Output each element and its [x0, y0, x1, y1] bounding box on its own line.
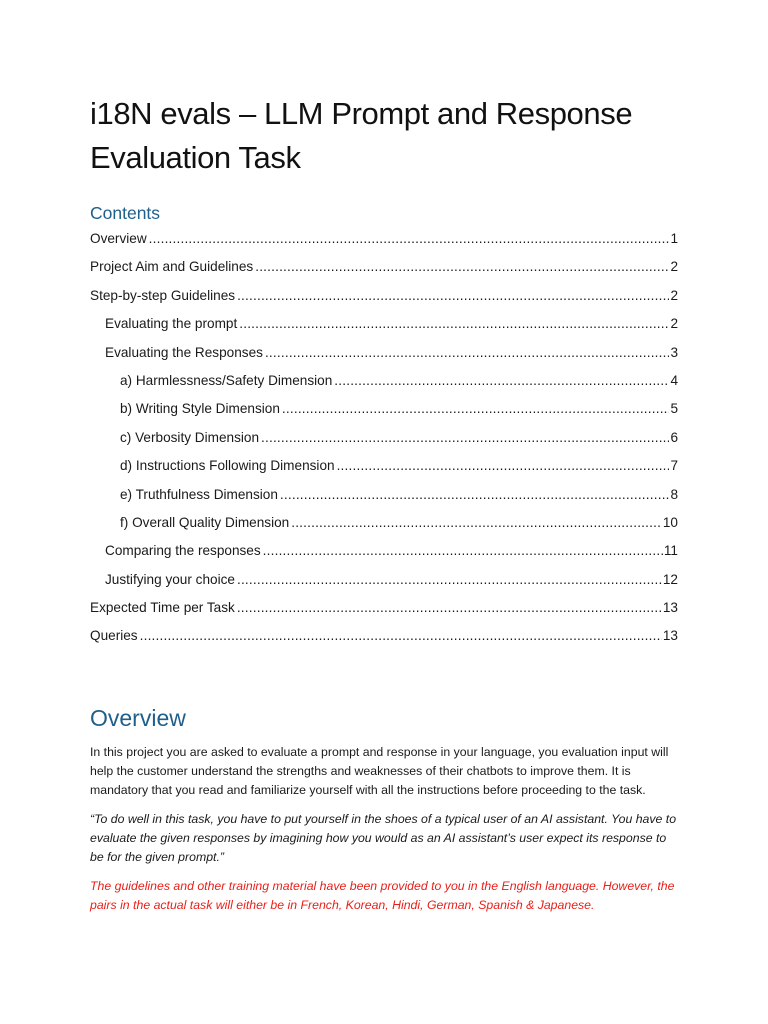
- toc-dot-leader: [334, 367, 669, 395]
- document-title-line1: i18N evals – LLM Prompt and Response: [90, 96, 633, 131]
- toc-entry[interactable]: [90, 622, 678, 650]
- toc-dot-leader: [265, 339, 669, 367]
- toc-entry-label: Project Aim and Guidelines: [90, 259, 254, 275]
- contents-heading: Contents: [90, 203, 161, 223]
- toc-entry-page-number: 5: [670, 401, 678, 417]
- toc-dot-leader: [149, 225, 670, 253]
- toc-entry-label: Justifying your choice: [105, 571, 235, 587]
- table-of-contents: [90, 225, 678, 651]
- toc-dot-leader: [255, 253, 669, 281]
- toc-dot-leader: [291, 509, 662, 537]
- toc-dot-leader: [261, 424, 669, 452]
- toc-entry-page-number: 6: [670, 429, 678, 445]
- toc-entry-label: Step-by-step Guidelines: [90, 287, 236, 303]
- toc-entry[interactable]: [90, 225, 678, 253]
- toc-entry[interactable]: [90, 310, 678, 338]
- toc-entry-page-number: 2: [670, 259, 678, 275]
- toc-entry-label: d) Instructions Following Dimension: [120, 458, 335, 474]
- toc-dot-leader: [140, 622, 662, 650]
- overview-language-note: The guidelines and other training material have been provided to you in the English language. However, the pairs in the actual task will either be in French, Korean, Hindi, German, Spanish & Japanese.: [90, 878, 675, 912]
- toc-entry-label: Overview: [90, 231, 147, 246]
- toc-dot-leader: [280, 481, 670, 509]
- toc-entry-label: c) Verbosity Dimension: [120, 429, 260, 445]
- toc-entry-label: Expected Time per Task: [90, 600, 235, 616]
- document-title: [90, 92, 678, 180]
- toc-dot-leader: [237, 282, 669, 310]
- toc-entry-label: Queries: [90, 628, 138, 644]
- document-title-line2: Evaluation Task: [90, 140, 301, 175]
- toc-entry[interactable]: [90, 367, 678, 395]
- toc-entry-page-number: 1: [670, 231, 678, 246]
- toc-entry-label: Evaluating the prompt: [105, 316, 238, 332]
- toc-dot-leader: [239, 310, 669, 338]
- overview-quote: “To do well in this task, you have to put yourself in the shoes of a typical user of an AI assistant. You have to evaluate the given responses by imagining how you would as an AI assistant’s user expect its response to be for the given prompt.”: [90, 811, 677, 865]
- toc-entry-label: b) Writing Style Dimension: [120, 401, 280, 417]
- toc-entry[interactable]: [90, 339, 678, 367]
- toc-entry[interactable]: [90, 452, 678, 480]
- toc-dot-leader: [282, 395, 670, 423]
- toc-entry-page-number: 8: [670, 486, 678, 502]
- toc-dot-leader: [237, 594, 662, 622]
- toc-entry-label: f) Overall Quality Dimension: [120, 514, 290, 530]
- toc-entry-label: Evaluating the Responses: [105, 344, 263, 360]
- toc-entry-page-number: 11: [663, 543, 678, 559]
- toc-entry-page-number: 2: [670, 316, 678, 332]
- toc-entry-label: e) Truthfulness Dimension: [120, 486, 278, 502]
- toc-entry-page-number: 12: [662, 571, 678, 587]
- toc-entry-label: Comparing the responses: [105, 543, 261, 559]
- toc-dot-leader: [237, 566, 662, 594]
- document-page: [90, 92, 678, 915]
- toc-entry-page-number: 13: [662, 628, 678, 644]
- toc-entry-page-number: 7: [670, 458, 678, 474]
- toc-entry[interactable]: [90, 282, 678, 310]
- toc-entry[interactable]: [90, 424, 678, 452]
- toc-entry-page-number: 10: [662, 514, 678, 530]
- overview-heading: Overview: [90, 704, 186, 731]
- toc-entry-page-number: 4: [670, 372, 678, 388]
- toc-dot-leader: [337, 452, 670, 480]
- toc-entry-label: a) Harmlessness/Safety Dimension: [120, 372, 333, 388]
- toc-dot-leader: [263, 537, 663, 565]
- overview-paragraph: In this project you are asked to evaluate a prompt and response in your language, you evaluation input will help the customer understand the strengths and weaknesses of their chatbots to improve them. It is mandatory that you read and familiarize yourself with all the instructions before proceeding to the task.: [90, 744, 669, 798]
- toc-entry[interactable]: [90, 395, 678, 423]
- toc-entry[interactable]: [90, 481, 678, 509]
- toc-entry[interactable]: [90, 566, 678, 594]
- toc-entry[interactable]: [90, 253, 678, 281]
- toc-entry[interactable]: [90, 594, 678, 622]
- toc-entry[interactable]: [90, 537, 678, 565]
- toc-entry[interactable]: [90, 509, 678, 537]
- toc-entry-page-number: 2: [670, 287, 678, 303]
- toc-entry-page-number: 3: [670, 344, 678, 360]
- toc-entry-page-number: 13: [662, 600, 678, 616]
